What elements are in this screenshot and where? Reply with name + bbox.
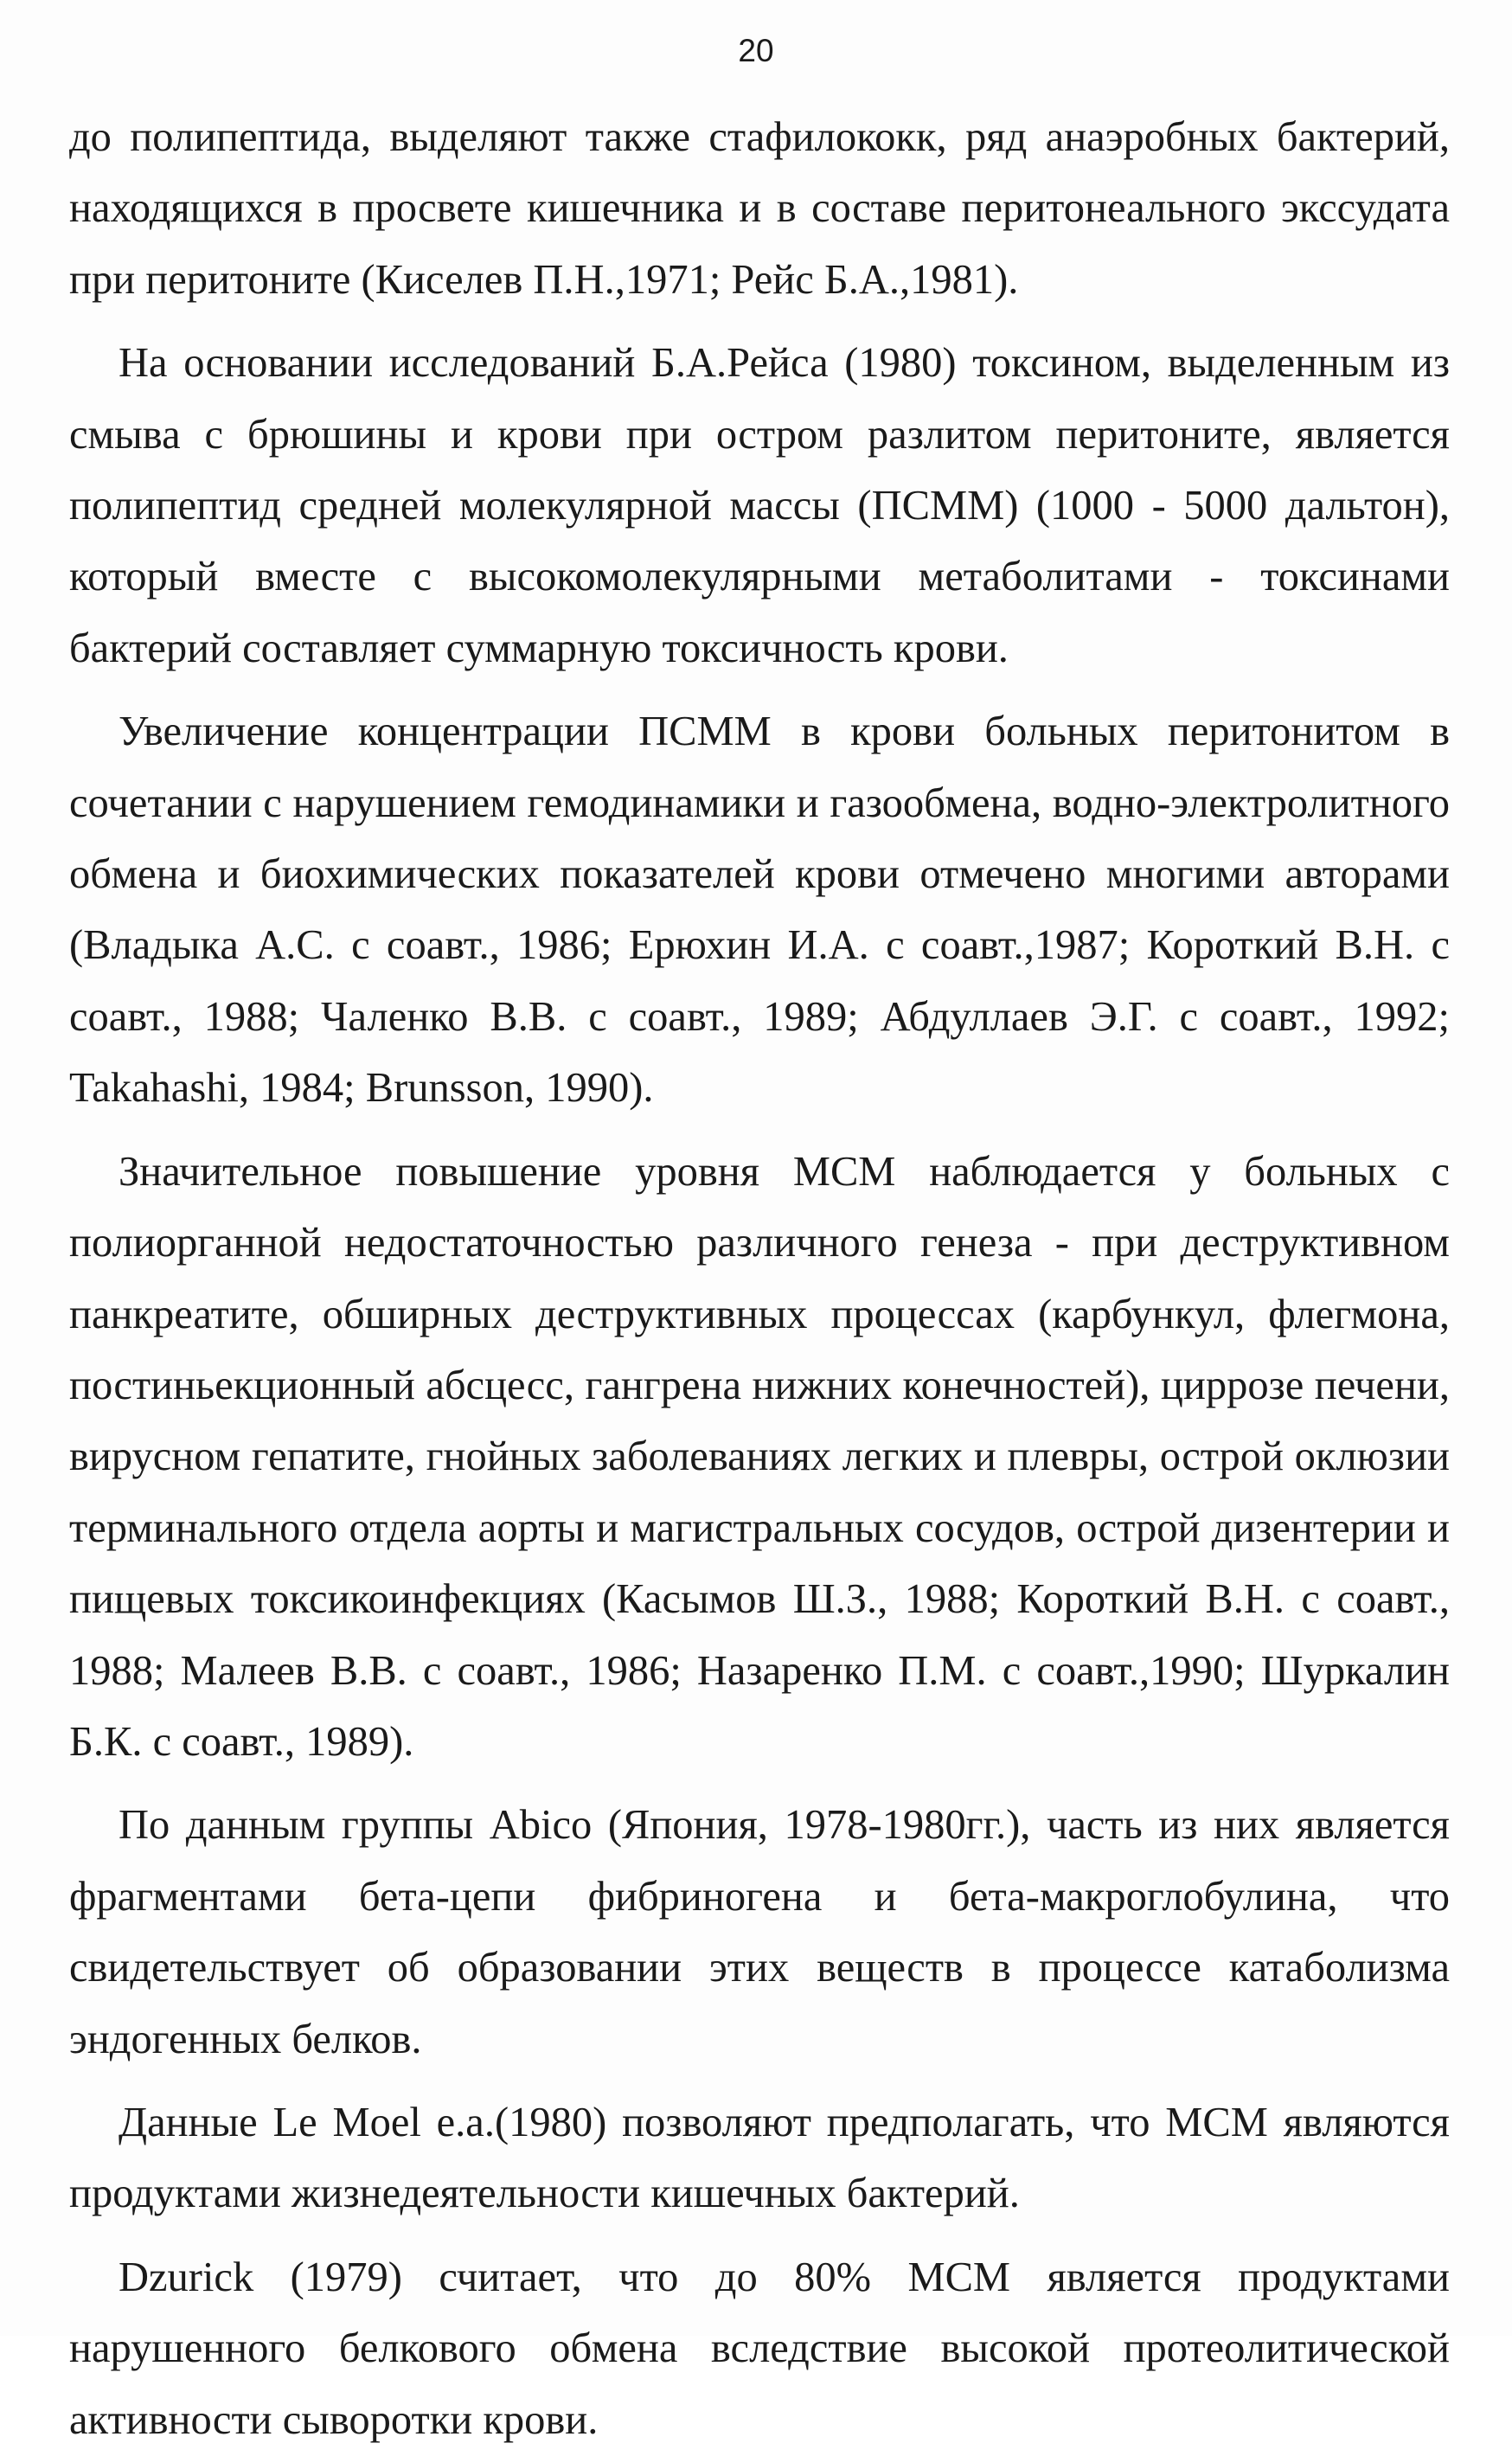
page-number: 20	[738, 33, 774, 68]
paragraph-3: Увеличение концентрации ПСММ в крови больных перитонитом в сочетании с нарушением гемодинамики и газообмена, водно-электролитного обмена и биохимических показателей крови отмечено многими авторами (Владыка А.С. с соавт., 1986; Ерюхин И.А. с соавт.,1987; Короткий В.Н. с соавт., 1988; Чаленко В.В. с соавт., 1989; Абдуллаев Э.Г. с соавт., 1992; Takahashi, 1984; Brunsson, 1990).	[69, 709, 1450, 1112]
body-text	[69, 102, 1450, 2456]
paragraph-1: до полипептида, выделяют также стафилококк, ряд анаэробных бактерий, находящихся в просвете кишечника и в составе перитонеального экссудата при перитоните (Киселев П.Н.,1971; Рейс Б.А.,1981).	[69, 114, 1450, 303]
paragraph-6: Данные Le Moel e.a.(1980) позволяют предполагать, что МСМ являются продуктами жизнедеятельности кишечных бактерий.	[69, 2099, 1450, 2217]
paragraph-4: Значительное повышение уровня МСМ наблюдается у больных с полиорганной недостаточностью различного генеза - при деструктивном панкреатите, обширных деструктивных процессах (карбункул, флегмона, постиньекционный абсцесс, гангрена нижних конечностей), циррозе печени, вирусном гепатите, гнойных заболеваниях легких и плевры, острой оклюзии терминального отдела аорты и магистральных сосудов, острой дизентерии и пищевых токсикоинфекциях (Касымов Ш.З., 1988; Короткий В.Н. с соавт., 1988; Малеев В.В. с соавт., 1986; Назаренко П.М. с соавт.,1990; Шуркалин Б.К. с соавт., 1989).	[69, 1148, 1450, 1765]
paragraph-5: По данным группы Abico (Япония, 1978-1980гг.), часть из них является фрагментами бета-цепи фибриногена и бета-макроглобулина, что свидетельствует об образовании этих веществ в процессе катаболизма эндогенных белков.	[69, 1802, 1450, 2062]
paragraph-2: На основании исследований Б.А.Рейса (1980) токсином, выделенным из смыва с брюшины и крови при остром разлитом перитоните, является полипептид средней молекулярной массы (ПСММ) (1000 - 5000 дальтон), который вместе с высокомолекулярными метаболитами - токсинами бактерий составляет суммарную токсичность крови.	[69, 340, 1450, 671]
paragraph-7: Dzurick (1979) считает, что до 80% МСМ является продуктами нарушенного белкового обмена вследствие высокой протеолитической активности сыворотки крови.	[69, 2254, 1450, 2443]
